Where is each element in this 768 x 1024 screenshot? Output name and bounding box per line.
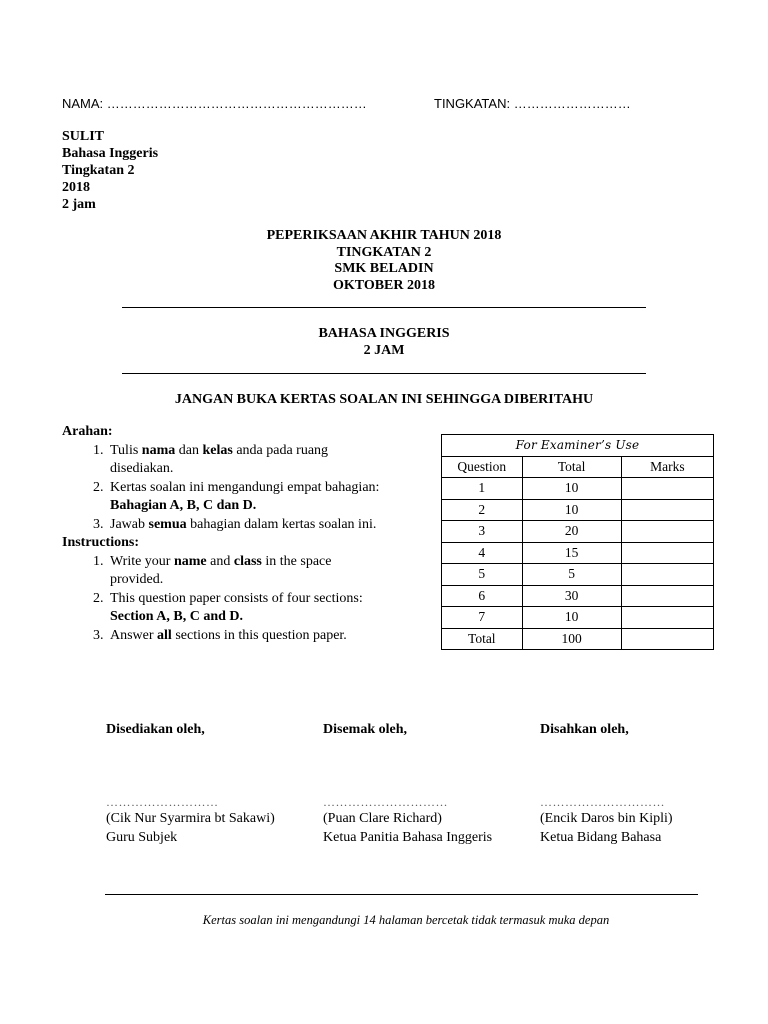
- instructions-heading: Instructions:: [62, 535, 140, 550]
- marks-cell[interactable]: [621, 607, 713, 629]
- arahan-heading: Arahan:: [62, 424, 113, 439]
- table-row: [442, 478, 714, 500]
- instructions-block: [62, 423, 382, 645]
- exam-heading: [0, 228, 768, 294]
- year-label: 2018: [62, 180, 90, 195]
- total-label: Total: [442, 628, 523, 650]
- question-cell: 6: [442, 585, 523, 607]
- table-total-row: [442, 628, 714, 650]
- table-caption: For Examiner’s Use: [442, 435, 714, 457]
- table-row: [442, 521, 714, 543]
- signatory-role: Ketua Panitia Bahasa Inggeris: [323, 830, 493, 845]
- subject-heading: [0, 326, 768, 359]
- signatory-name: (Encik Daros bin Kipli): [540, 811, 673, 826]
- examiner-table: [441, 434, 714, 650]
- subject-duration: 2 JAM: [363, 342, 405, 358]
- marks-cell[interactable]: [621, 585, 713, 607]
- signature-prepared: [106, 720, 316, 847]
- question-cell: 3: [442, 521, 523, 543]
- question-cell: 7: [442, 607, 523, 629]
- marks-total-cell[interactable]: [621, 628, 713, 650]
- table-row: [442, 499, 714, 521]
- marks-cell[interactable]: [621, 542, 713, 564]
- divider: [122, 307, 646, 308]
- total-value: 100: [522, 628, 621, 650]
- signatory-name: (Cik Nur Syarmira bt Sakawi): [106, 811, 275, 826]
- total-cell: 10: [522, 478, 621, 500]
- warning-text: JANGAN BUKA KERTAS SOALAN INI SEHINGGA DIBERITAHU: [174, 392, 594, 407]
- subject-name: BAHASA INGGERIS: [318, 326, 450, 341]
- signatory-role: Guru Subjek: [106, 830, 178, 845]
- exam-school: SMK BELADIN: [334, 261, 434, 276]
- signatory-role: Ketua Bidang Bahasa: [540, 830, 662, 845]
- marks-cell[interactable]: [621, 478, 713, 500]
- table-row: [442, 564, 714, 586]
- column-header: Total: [522, 456, 621, 478]
- divider: [122, 373, 646, 374]
- footer-note: Kertas soalan ini mengandungi 14 halaman bercetak tidak termasuk muka depan: [202, 913, 610, 927]
- signature-reviewed: [323, 720, 533, 847]
- sulit-label: SULIT: [62, 129, 105, 144]
- duration-label: 2 jam: [62, 197, 96, 212]
- table-row: [442, 585, 714, 607]
- total-cell: 10: [522, 499, 621, 521]
- nama-field-label: NAMA: ……………………………………………………: [62, 96, 367, 111]
- question-cell: 4: [442, 542, 523, 564]
- signature-line: …………………………: [540, 795, 665, 809]
- total-cell: 20: [522, 521, 621, 543]
- marks-cell[interactable]: [621, 499, 713, 521]
- list-item: 3. Jawab semua bahagian dalam kertas soalan ini.: [107, 516, 382, 535]
- list-item: 2. This question paper consists of four sections: Section A, B, C and D.: [107, 590, 382, 627]
- list-item: 2. Kertas soalan ini mengandungi empat bahagian: Bahagian A, B, C dan D.: [107, 479, 382, 516]
- list-item: 3. Answer all sections in this question paper.: [107, 627, 382, 646]
- instructions-list: [62, 553, 382, 646]
- signature-heading: Disahkan oleh,: [540, 722, 629, 737]
- signature-heading: Disemak oleh,: [323, 722, 407, 737]
- marks-cell[interactable]: [621, 564, 713, 586]
- total-cell: 5: [522, 564, 621, 586]
- exam-title: PEPERIKSAAN AKHIR TAHUN 2018: [266, 228, 502, 243]
- question-cell: 5: [442, 564, 523, 586]
- form-label: Tingkatan 2: [62, 163, 135, 178]
- table-row: [442, 542, 714, 564]
- list-item: 1. Tulis nama dan kelas anda pada ruang disediakan.: [107, 442, 382, 479]
- table-row: [442, 607, 714, 629]
- signatory-name: (Puan Clare Richard): [323, 811, 442, 826]
- column-header: Marks: [621, 456, 713, 478]
- total-cell: 15: [522, 542, 621, 564]
- student-info-row: [62, 96, 742, 116]
- table-header-row: [442, 456, 714, 478]
- footer-divider: [105, 894, 698, 895]
- tingkatan-field-label: TINGKATAN: ………………………: [434, 96, 631, 111]
- arahan-list: [62, 442, 382, 535]
- marks-cell[interactable]: [621, 521, 713, 543]
- signature-line: …………………………: [323, 795, 448, 809]
- signature-heading: Disediakan oleh,: [106, 722, 205, 737]
- total-cell: 10: [522, 607, 621, 629]
- question-cell: 1: [442, 478, 523, 500]
- column-header: Question: [442, 456, 523, 478]
- subject-label: Bahasa Inggeris: [62, 146, 159, 161]
- exam-month: OKTOBER 2018: [332, 277, 436, 293]
- question-cell: 2: [442, 499, 523, 521]
- total-cell: 30: [522, 585, 621, 607]
- signature-approved: [540, 720, 750, 847]
- sulit-block: [62, 128, 158, 213]
- exam-form: TINGKATAN 2: [336, 244, 432, 260]
- list-item: 1. Write your name and class in the space provided.: [107, 553, 382, 590]
- signature-line: ………………………: [106, 795, 219, 809]
